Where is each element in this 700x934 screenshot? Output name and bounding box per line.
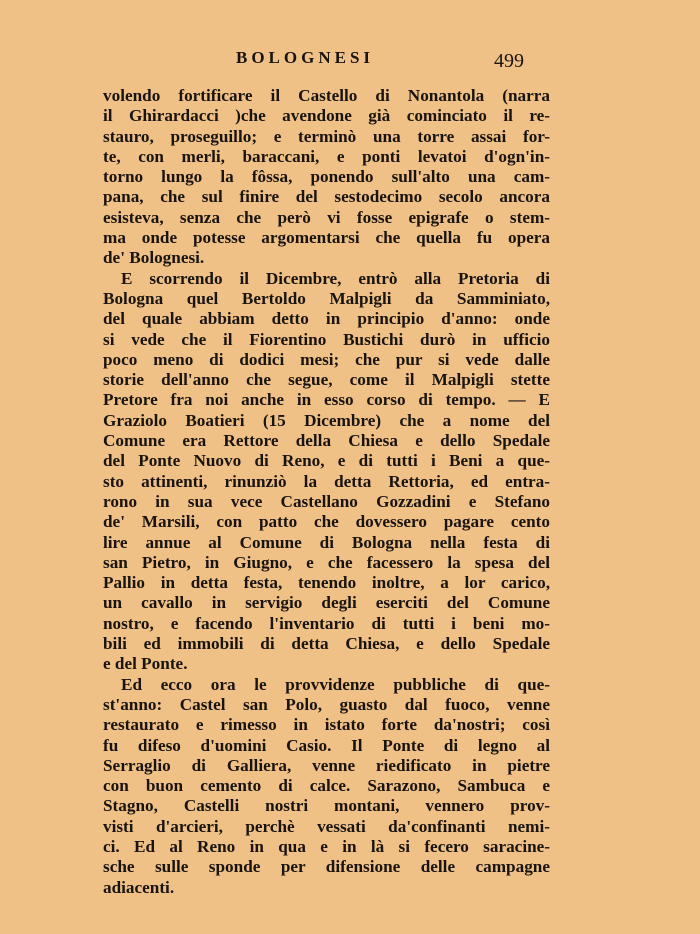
text-line: ma onde potesse argomentarsi che quella fu opera (103, 228, 550, 248)
text-line: stauro, proseguillo; e terminò una torre assai for- (103, 126, 550, 146)
text-line: Serraglio di Galliera, venne riedificato in pietre (103, 755, 550, 775)
text-line: il Ghirardacci )che avendone già cominciato il re- (103, 106, 550, 126)
running-title: BOLOGNESI (236, 48, 375, 67)
body-text (103, 86, 550, 898)
text-line: sto attinenti, rinunziò la detta Rettoria, ed entra- (103, 471, 550, 491)
text-line: del quale abbiam detto in principio d'anno: onde (103, 309, 550, 329)
text-line: Ed ecco ora le provvidenze pubbliche di que- (121, 674, 550, 694)
paragraph (103, 269, 550, 675)
text-line: lire annue al Comune di Bologna nella festa di (103, 532, 550, 552)
text-line: del Ponte Nuovo di Reno, e di tutti i Beni a que- (103, 451, 550, 471)
text-line: con buon cemento di calce. Sarazono, Sambuca e (103, 776, 550, 796)
text-line: Pretore fra noi anche in esso corso di tempo. — E (103, 390, 550, 410)
text-line: storie dell'anno che segue, come il Malpigli stette (103, 370, 550, 390)
text-line: Comune era Rettore della Chiesa e dello Spedale (103, 431, 550, 451)
text-line: adiacenti. (103, 877, 175, 897)
text-line: fu difeso d'uomini Casio. Il Ponte di legno al (103, 735, 550, 755)
paragraph (103, 675, 550, 898)
text-line: sche sulle sponde per difensione delle campagne (103, 857, 550, 877)
text-line: ci. Ed al Reno in qua e in là si fecero saracine- (103, 836, 550, 856)
text-line: e del Ponte. (103, 654, 188, 674)
text-line: st'anno: Castel san Polo, guasto dal fuoco, venne (103, 694, 550, 714)
text-line: restaurato e rimesso in istato forte da'nostri; così (103, 715, 550, 735)
text-line: Stagno, Castelli nostri montani, vennero prov- (103, 796, 550, 816)
text-line: visti d'arcieri, perchè vessati da'confinanti nemi- (103, 816, 550, 836)
text-line: volendo fortificare il Castello di Nonantola (narra (103, 86, 550, 105)
text-line: de' Marsili, con patto che dovessero pagare cento (103, 512, 550, 532)
text-line: de' Bolognesi. (103, 248, 205, 268)
text-line: Graziolo Boatieri (15 Dicembre) che a nome del (103, 410, 550, 430)
text-line: Bologna quel Bertoldo Malpigli da Samminiato, (103, 288, 550, 308)
page-header (0, 46, 700, 76)
text-line: poco meno di dodici mesi; che pur si vede dalle (103, 349, 550, 369)
text-line: torno lungo la fôssa, ponendo sull'alto una cam- (103, 167, 550, 187)
text-line: Pallio in detta festa, tenendo inoltre, a lor carico, (103, 573, 550, 593)
text-line: si vede che il Fiorentino Bustichi durò in ufficio (103, 329, 550, 349)
text-line: bili ed immobili di detta Chiesa, e dello Spedale (103, 634, 550, 654)
text-line: nostro, e facendo l'inventario di tutti i beni mo- (103, 613, 550, 633)
paragraph (103, 86, 550, 269)
text-line: esisteva, senza che però vi fosse epigrafe o stem- (103, 207, 550, 227)
text-line: pana, che sul finire del sestodecimo secolo ancora (103, 187, 550, 207)
text-line: un cavallo in servigio degli eserciti del Comune (103, 593, 550, 613)
page-number: 499 (494, 50, 524, 72)
text-line: rono in sua vece Castellano Gozzadini e Stefano (103, 491, 550, 511)
text-line: san Pietro, in Giugno, e che facessero la spesa del (103, 552, 550, 572)
text-line: te, con merli, baraccani, e ponti levatoi d'ogn'in- (103, 146, 550, 166)
text-line: E scorrendo il Dicembre, entrò alla Pretoria di (121, 268, 550, 288)
